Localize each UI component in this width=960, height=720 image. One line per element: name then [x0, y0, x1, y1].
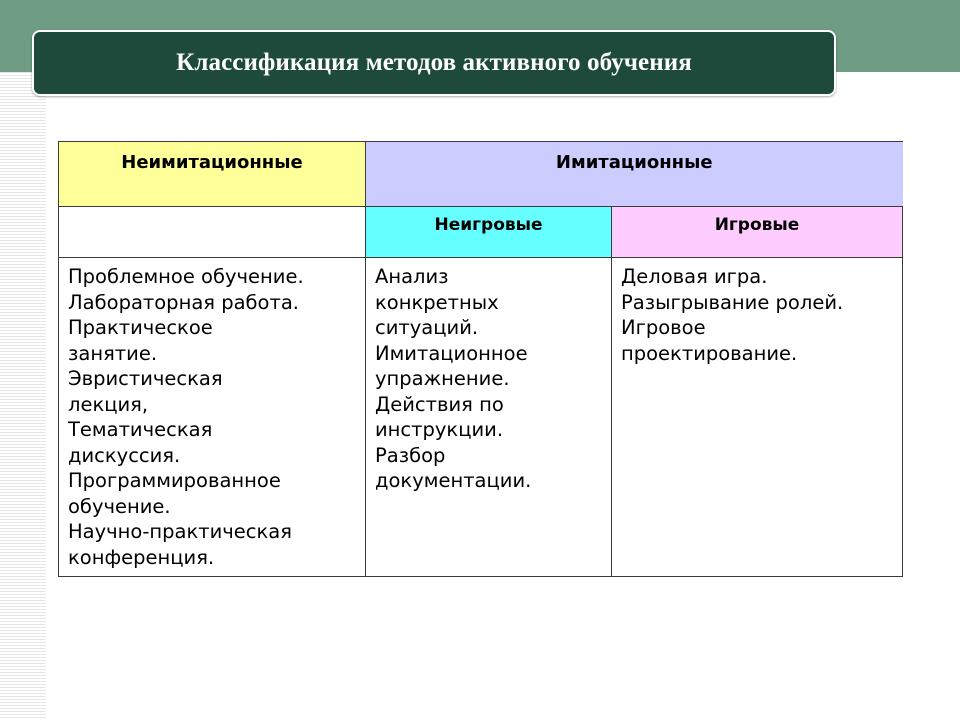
method-line: Тематическая [68, 418, 213, 441]
subheader-game-label: Игровые [714, 215, 800, 235]
method-line: Действия по [375, 392, 504, 416]
header-imitation-label: Имитационные [555, 152, 713, 173]
method-line: занятие. [68, 341, 158, 365]
method-line: Эвристическая [68, 367, 223, 390]
method-line: дискуссия. [68, 443, 181, 467]
method-line: Разыгрывание ролей. [621, 290, 844, 314]
game-methods-cell [612, 258, 903, 577]
slide-title: Классификация методов активного обучения [176, 49, 692, 76]
subheader-non-game-label: Неигровые [434, 215, 543, 235]
method-line: Анализ [375, 265, 449, 288]
method-line: упражнение. [375, 367, 510, 390]
header-row [59, 142, 903, 207]
method-line: Разбор [375, 443, 446, 467]
content-row [59, 258, 903, 577]
header-non-imitation [59, 142, 366, 207]
method-line: конкретных [375, 290, 499, 314]
subheader-game [612, 207, 903, 258]
subheader-row [59, 207, 903, 258]
empty-subheader-cell [59, 207, 366, 258]
method-line: Научно-практическая [68, 520, 292, 543]
method-line: Практическое [68, 316, 213, 339]
method-line: Проблемное обучение. [68, 265, 304, 288]
method-line: ситуаций. [375, 316, 479, 339]
method-line: инструкции. [375, 418, 504, 441]
method-line: Имитационное [375, 341, 528, 365]
title-banner [32, 30, 836, 96]
classification-table [58, 141, 903, 577]
subheader-non-game [366, 207, 612, 258]
header-imitation [366, 142, 903, 207]
non-imitation-methods-cell [59, 258, 366, 577]
method-line: Лабораторная работа. [68, 290, 299, 314]
method-line: Программированное [68, 469, 281, 492]
method-line: документации. [375, 469, 532, 492]
method-line: проектирование. [621, 341, 798, 365]
left-stripe-decoration [0, 72, 46, 720]
method-line: Игровое [621, 316, 706, 339]
non-game-methods-cell [366, 258, 612, 577]
method-line: конференция. [68, 545, 215, 569]
method-line: обучение. [68, 494, 171, 518]
header-non-imitation-label: Неимитационные [121, 152, 303, 173]
method-line: лекция, [68, 392, 149, 416]
method-line: Деловая игра. [621, 265, 768, 288]
